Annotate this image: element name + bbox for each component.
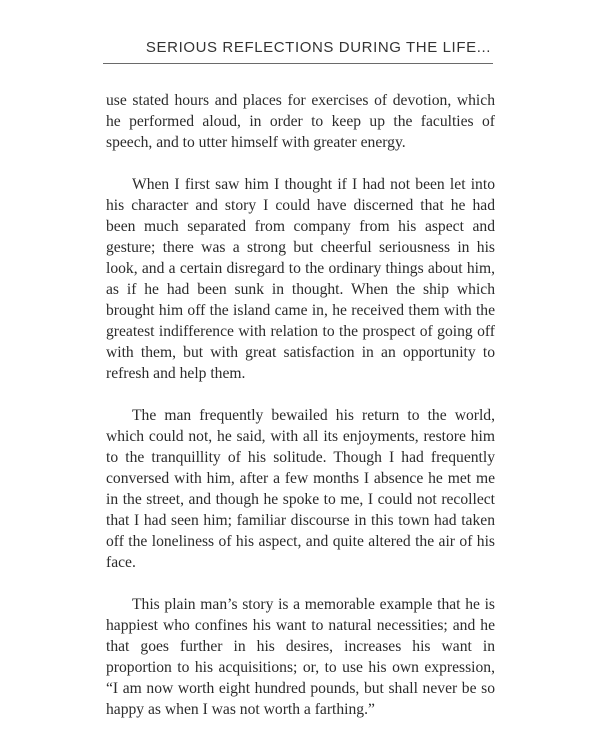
paragraph-first-impression: When I first saw him I thought if I had not been let into his character and story I could have discerned that he had been much separated from company from his aspect and gesture; there was a strong but cheerful seriousness in his look, and a certain disregard to the ordinary things about him, as if he had been sunk in thought. When the ship which brought him off the island came in, he received them with the greatest indifference with relation to the prospect of going off with them, but with great satisfaction in an opportunity to refresh and help them. [106,176,495,382]
body-text [106,90,495,720]
paragraph-return-to-world: The man frequently bewailed his return to the world, which could not, he said, with all its enjoyments, restore him to the tranquillity of his solitude. Though I had frequently conversed with him, after a few months I absence he met me in the street, and though he spoke to me, I could not recollect that I had seen him; familiar discourse in this town had taken off the loneliness of his aspect, and quite altered the air of his face. [106,407,495,571]
running-head-title: SERIOUS REFLECTIONS DURING THE LIFE... [145,39,491,56]
running-head [103,36,493,68]
paragraph-moral: This plain man’s story is a memorable example that he is happiest who confines his want to natural necessities; and he that goes further in his desires, increases his want in proportion to his acquisitions; or, to use his own expression, “I am now worth eight hundred pounds, but shall never be so happy as when I was not worth a farthing.” [106,596,495,718]
paragraph-continued: use stated hours and places for exercises of devotion, which he performed aloud, in order to keep up the faculties of speech, and to utter himself with greater energy. [106,92,495,151]
header-rule [103,63,493,64]
